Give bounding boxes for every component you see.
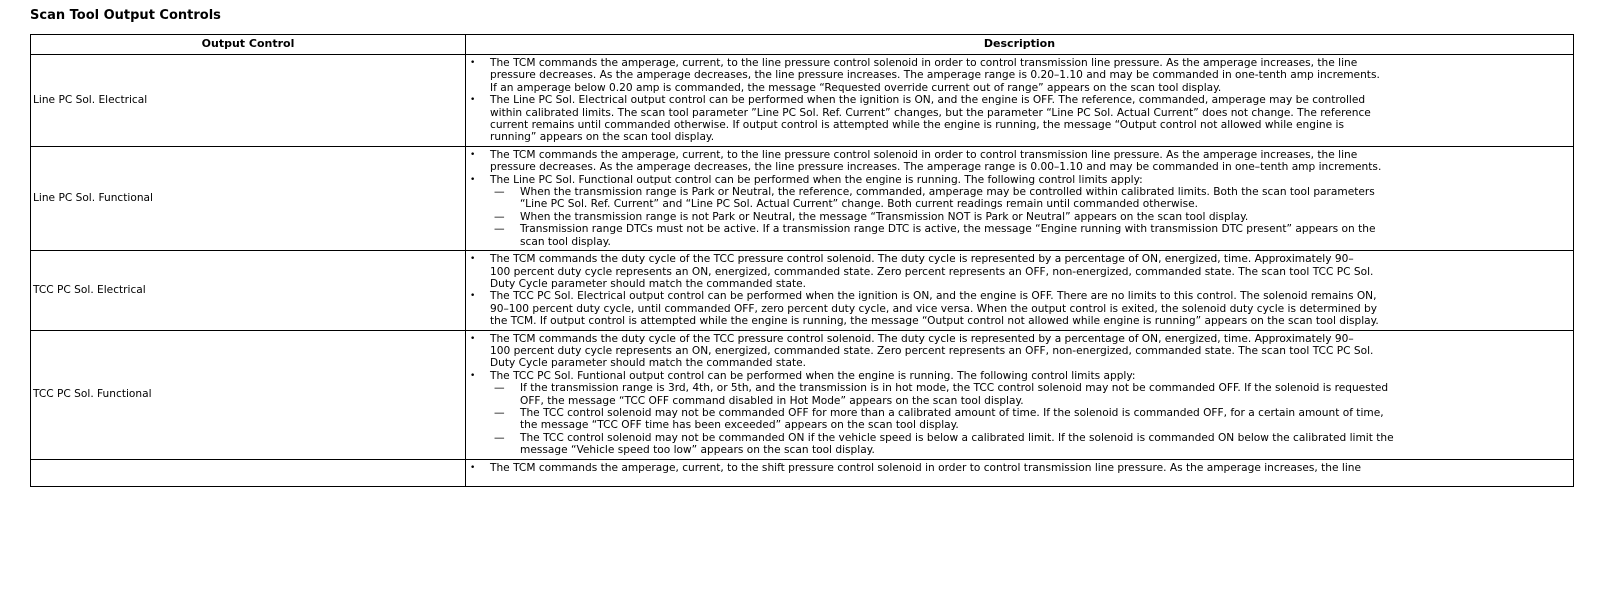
page-title: Scan Tool Output Controls [30,8,221,23]
output-controls-table [30,34,1574,487]
description-cell [466,55,1574,147]
table-header-row [31,35,1574,55]
bullet-item: • The TCM commands the amperage, current, to the line pressure control solenoid in order to control transmission line pressure. As the amperage increases, the line pressure decreases. As the amperage decreases, the line pressure increases. The amperage range is 0.00–1.10 and may be commanded in one–tenth amp increments. [468,149,1569,174]
description-cell [466,251,1574,330]
column-header-output-control: Output Control [31,35,466,55]
dash-item: — When the transmission range is not Park or Neutral, the message “Transmission NOT is Park or Neutral” appears on the scan tool display. [468,211,1569,223]
description-cell [466,146,1574,250]
column-header-description: Description [466,35,1574,55]
table-row [31,459,1574,486]
bullet-item: • The TCM commands the amperage, current, to the line pressure control solenoid in order to control transmission line pressure. As the amperage increases, the line pressure decreases. As the amperage decreases, the line pressure increases. The amperage range is 0.20–1.10 and may be commanded in one-tenth amp increments. If an amperage below 0.20 amp is commanded, the message “Requested override current out of range” appears on the scan tool display. [468,57,1569,94]
dash-item: — If the transmission range is 3rd, 4th, or 5th, and the transmission is in hot mode, the TCC control solenoid may not be commanded OFF. If the solenoid is requested OFF, the message “TCC OFF command disabled in Hot Mode” appears on the scan tool display. [468,382,1569,407]
bullet-item: • The Line PC Sol. Functional output control can be performed when the engine is running. The following control limits apply: [468,174,1569,186]
output-control-name: TCC PC Sol. Functional [31,330,466,459]
output-control-name: Line PC Sol. Electrical [31,55,466,147]
dash-item: — The TCC control solenoid may not be commanded ON if the vehicle speed is below a calibrated limit. If the solenoid is commanded ON below the calibrated limit the message “Vehicle speed too low” appears on the scan tool display. [468,432,1569,457]
bullet-item: • The TCC PC Sol. Funtional output control can be performed when the engine is running. The following control limits apply: [468,370,1569,382]
table-row [31,251,1574,330]
description-cell [466,330,1574,459]
bullet-item: • The TCM commands the duty cycle of the TCC pressure control solenoid. The duty cycle is represented by a percentage of ON, energized, time. Approximately 90– 100 percent duty cycle represents an ON, energized, commanded state. Zero percent represents an OFF, non-energized, commanded state. The scan tool TCC PC Sol. Duty Cycle parameter should match the commanded state. [468,253,1569,290]
bullet-item: • The TCM commands the duty cycle of the TCC pressure control solenoid. The duty cycle is represented by a percentage of ON, energized, time. Approximately 90– 100 percent duty cycle represents an ON, energized, commanded state. Zero percent represents an OFF, non-energized, commanded state. The scan tool TCC PC Sol. Duty Cycle parameter should match the commanded state. [468,333,1569,370]
bullet-item: • The TCC PC Sol. Electrical output control can be performed when the ignition is ON, and the engine is OFF. There are no limits to this control. The solenoid remains ON, 90–100 percent duty cycle, until commanded OFF, zero percent duty cycle, and vice versa. When the output control is exited, the solenoid duty cycle is determined by the TCM. If output control is attempted while the engine is running, the message “Output control not allowed while engine is running” appears on the scan tool display. [468,290,1569,327]
output-control-name [31,459,466,486]
table-row [31,330,1574,459]
table-row [31,55,1574,147]
bullet-item: • The TCM commands the amperage, current, to the shift pressure control solenoid in order to control transmission line pressure. As the amperage increases, the line [468,462,1569,474]
bullet-item: • The Line PC Sol. Electrical output control can be performed when the ignition is ON, and the engine is OFF. The reference, commanded, amperage may be controlled within calibrated limits. The scan tool parameter ”Line PC Sol. Ref. Current” changes, but the parameter “Line PC Sol. Actual Current” does not change. The reference current remains until commanded otherwise. If output control is attempted while the engine is running, the message “Output control not allowed while engine is running” appears on the scan tool display. [468,94,1569,144]
description-cell [466,459,1574,486]
dash-item: — The TCC control solenoid may not be commanded OFF for more than a calibrated amount of time. If the solenoid is commanded OFF, for a certain amount of time, the message “TCC OFF time has been exceeded” appears on the scan tool display. [468,407,1569,432]
output-control-name: Line PC Sol. Functional [31,146,466,250]
dash-item: — When the transmission range is Park or Neutral, the reference, commanded, amperage may be controlled within calibrated limits. Both the scan tool parameters “Line PC Sol. Ref. Current” and “Line PC Sol. Actual Current” change. Both current readings remain until commanded otherwise. [468,186,1569,211]
table-row [31,146,1574,250]
dash-item: — Transmission range DTCs must not be active. If a transmission range DTC is active, the message “Engine running with transmission DTC present” appears on the scan tool display. [468,223,1569,248]
output-control-name: TCC PC Sol. Electrical [31,251,466,330]
